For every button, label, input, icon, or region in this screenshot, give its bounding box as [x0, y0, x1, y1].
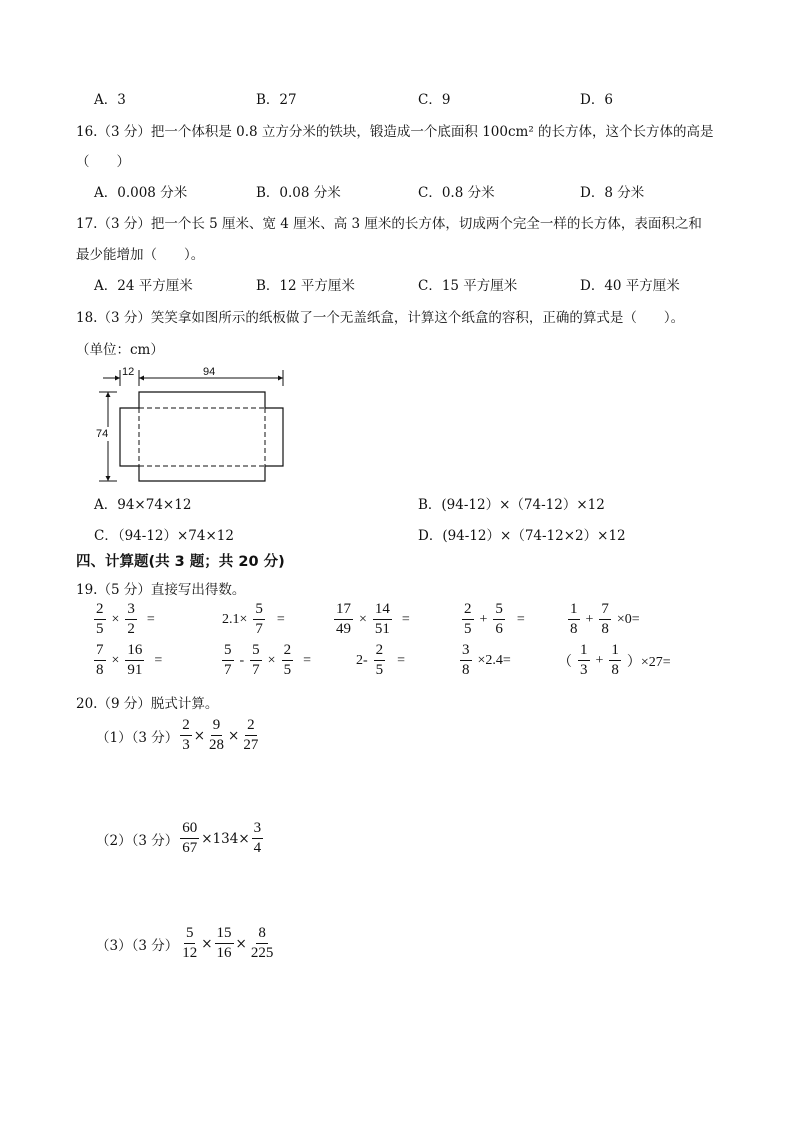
q16-option-b: B．0.08 分米 [256, 185, 341, 201]
fraction: $\frac{7}{8}$ [601, 601, 609, 637]
q17-option-a: A．24 平方厘米 [94, 278, 193, 294]
q20-part-1: （1）（3 分） $\frac{2}{3}$ × $\frac{9}{28}$ × $\frac{2}{27}$ [96, 717, 259, 753]
cardboard-figure [95, 364, 295, 490]
q15-option-d: D．6 [580, 92, 613, 108]
fraction: $\frac{5}{6}$ [495, 601, 503, 637]
fraction: $\frac{2}{3}$ [182, 717, 190, 753]
q19-r2-e1: $\frac{7}{8}$ × $\frac{16}{91}$ = [96, 642, 163, 678]
fraction: $\frac{60}{67}$ [182, 820, 198, 856]
fraction: $\frac{8}{225}$ [250, 925, 274, 961]
q16-option-c: C．0.8 分米 [418, 185, 495, 201]
q19-r1-e1: $\frac{2}{5}$ × $\frac{3}{2}$ = [96, 601, 155, 637]
q18-unit: （单位：cm） [76, 342, 164, 358]
fraction: $\frac{5}{7}$ [255, 601, 263, 637]
q19-r2-e3: 2- $\frac{2}{5}$ = [356, 642, 406, 678]
q17-stem-cont: 最少能增加（ ）。 [76, 247, 205, 263]
q18-stem: 18.（3 分）笑笑拿如图所示的纸板做了一个无盖纸盒，计算这个纸盒的容积，正确的算式是（ ）。 [76, 310, 685, 326]
q17-option-d: D．40 平方厘米 [580, 278, 680, 294]
fraction: $\frac{16}{91}$ [127, 642, 143, 678]
q19-r2-e5: （ $\frac{1}{3}$ + $\frac{1}{8}$ ）×27= [558, 642, 671, 678]
q16-option-d: D．8 分米 [580, 185, 645, 201]
fraction: $\frac{3}{2}$ [127, 601, 135, 637]
q17-stem: 17.（3 分）把一个长 5 厘米、宽 4 厘米、高 3 厘米的长方体，切成两个完全一样的长方体，表面积之和 [76, 216, 702, 232]
q18-option-b: B．(94-12）×（74-12）×12 [418, 497, 605, 513]
fraction: $\frac{2}{5}$ [464, 601, 472, 637]
fraction: $\frac{15}{16}$ [216, 925, 232, 961]
q20-part-2: （2）（3 分） $\frac{60}{67}$ ×134× $\frac{3}{4}$ [96, 820, 262, 856]
q19-r2-e2: $\frac{5}{7}$ - $\frac{5}{7}$ × $\frac{2}{5}$ = [224, 642, 311, 678]
fraction: $\frac{5}{7}$ [224, 642, 232, 678]
q18-option-c: C．（94-12）×74×12 [94, 528, 234, 544]
fraction: $\frac{1}{3}$ [580, 642, 588, 678]
fraction: $\frac{1}{8}$ [611, 642, 619, 678]
q16-option-a: A．0.008 分米 [94, 185, 188, 201]
dim-corner: 12 [122, 366, 135, 378]
q15-option-a: A．3 [94, 92, 126, 108]
q16-blank: （ ） [76, 154, 130, 170]
q19-r1-e3: $\frac{17}{49}$ × $\frac{14}{51}$ = [336, 601, 410, 637]
q17-option-b: B．12 平方厘米 [256, 278, 355, 294]
dim-height: 74 [96, 428, 109, 440]
fraction: $\frac{1}{8}$ [570, 601, 578, 637]
fraction: $\frac{5}{12}$ [182, 925, 198, 961]
fraction: $\frac{17}{49}$ [336, 601, 351, 637]
fraction: $\frac{3}{8}$ [462, 642, 470, 678]
q20-part-3: （3）（3 分） $\frac{5}{12}$ × $\frac{15}{16}$ × $\frac{8}{225}$ [96, 925, 274, 961]
q18-option-d: D．(94-12）×（74-12×2）×12 [418, 528, 626, 544]
fraction: $\frac{9}{28}$ [209, 717, 225, 753]
fraction: $\frac{14}{51}$ [374, 601, 390, 637]
dim-width: 94 [203, 366, 216, 378]
fraction: $\frac{2}{5}$ [283, 642, 292, 678]
q20-stem: 20.（9 分）脱式计算。 [76, 696, 219, 712]
q16-stem: 16.（3 分）把一个体积是 0.8 立方分米的铁块，锻造成一个底面积 100cm² 的长方体，这个长方体的高是 [76, 124, 714, 140]
fraction: $\frac{2}{5}$ [375, 642, 384, 678]
section-four-title: 四、计算题(共 3 题；共 20 分) [76, 554, 285, 570]
q19-r1-e2: 2.1× $\frac{5}{7}$ = [222, 601, 285, 637]
q19-r1-e4: $\frac{2}{5}$ + $\frac{5}{6}$ = [464, 601, 525, 637]
q19-stem: 19.（5 分）直接写出得数。 [76, 582, 246, 598]
q19-r2-e4: $\frac{3}{8}$ ×2.4= [462, 642, 511, 678]
fraction: $\frac{5}{7}$ [252, 642, 260, 678]
q15-option-b: B．27 [256, 92, 297, 108]
fraction: $\frac{2}{5}$ [96, 601, 104, 637]
q19-r1-e5: $\frac{1}{8}$ + $\frac{7}{8}$ ×0= [570, 601, 640, 637]
q15-option-c: C．9 [418, 92, 451, 108]
q18-option-a: A．94×74×12 [94, 497, 192, 513]
fraction: $\frac{3}{4}$ [253, 820, 262, 856]
q17-option-c: C．15 平方厘米 [418, 278, 518, 294]
fraction: $\frac{2}{27}$ [243, 717, 259, 753]
fraction: $\frac{7}{8}$ [96, 642, 104, 678]
